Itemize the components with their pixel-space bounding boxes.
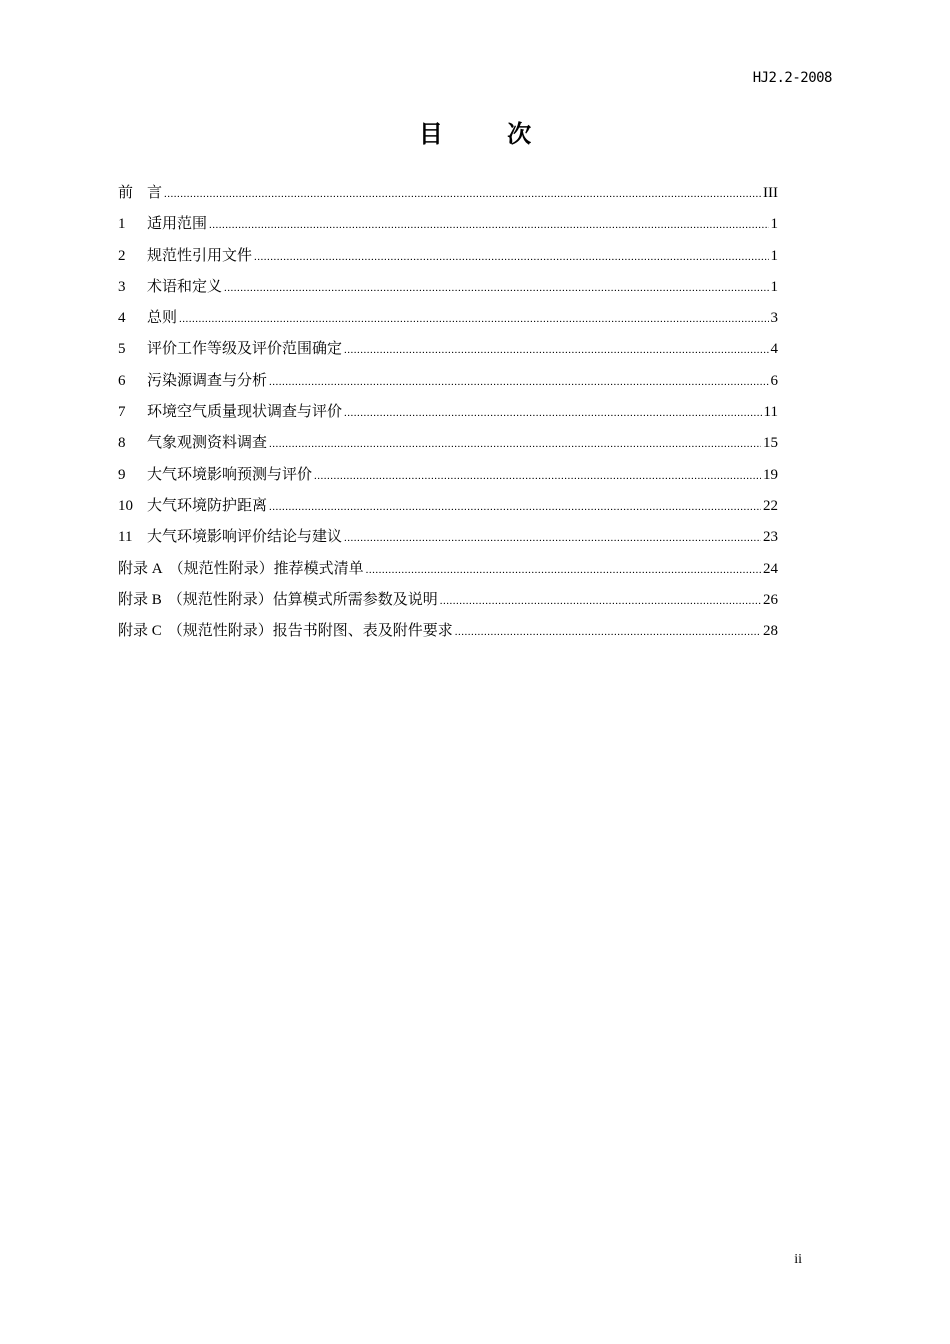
toc-entry-number: 1 (118, 216, 126, 233)
dot-leader (224, 282, 768, 294)
toc-entry-number: 附录 A (118, 560, 163, 577)
toc-entry-number: 3 (118, 278, 126, 295)
dot-leader (440, 595, 761, 607)
toc-entry[interactable] (118, 463, 778, 494)
toc-entry-title: 大气环境影响预测与评价 (147, 466, 313, 483)
toc-entry[interactable] (118, 181, 778, 212)
toc-entry-title: 总则 (147, 310, 178, 327)
toc-entry[interactable] (118, 244, 778, 275)
toc-entry-title: 大气环境影响评价结论与建议 (147, 529, 343, 546)
toc-entry-number: 8 (118, 435, 126, 452)
table-of-contents (118, 181, 778, 650)
dot-leader (179, 313, 768, 325)
toc-entry-title: 大气环境防护距离 (147, 497, 268, 514)
toc-entry-number: 前 (118, 185, 134, 201)
toc-entry-title: 术语和定义 (147, 278, 223, 295)
toc-entry-page: 26 (763, 591, 778, 608)
toc-entry[interactable] (118, 369, 778, 400)
toc-entry-title: 气象观测资料调查 (147, 435, 268, 452)
toc-entry-number: 6 (118, 372, 126, 389)
toc-entry-number: 附录 B (118, 591, 162, 608)
toc-entry-number: 7 (118, 404, 126, 421)
toc-entry-page: 3 (770, 310, 778, 327)
toc-entry-page: 1 (770, 278, 778, 295)
dot-leader (344, 407, 762, 419)
toc-entry-title: 污染源调查与分析 (147, 372, 268, 389)
toc-entry-page: 24 (763, 560, 778, 577)
toc-entry[interactable] (118, 557, 778, 588)
toc-entry-number: 2 (118, 247, 126, 264)
toc-entry-number: 11 (118, 529, 133, 546)
toc-entry-page: 15 (763, 435, 778, 452)
toc-entry-title: 规范性引用文件 (147, 247, 253, 264)
toc-entry-title: 评价工作等级及评价范围确定 (147, 341, 343, 358)
toc-entry-page: 1 (770, 216, 778, 233)
dot-leader (269, 376, 768, 388)
toc-entry[interactable] (118, 337, 778, 368)
dot-leader (344, 344, 768, 356)
toc-entry-title: 适用范围 (147, 216, 208, 233)
toc-entry-title: 言 (147, 185, 163, 201)
toc-entry-page: 19 (763, 466, 778, 483)
toc-entry[interactable] (118, 588, 778, 619)
toc-entry-title: 环境空气质量现状调查与评价 (147, 404, 343, 421)
toc-entry-page: 6 (770, 372, 778, 389)
dot-leader (254, 251, 768, 263)
toc-entry-page: 11 (763, 404, 778, 421)
dot-leader (269, 438, 761, 450)
toc-entry-page: 1 (770, 247, 778, 264)
toc-entry-title: （规范性附录）推荐模式清单 (168, 560, 364, 577)
toc-entry-title: （规范性附录）估算模式所需参数及说明 (167, 591, 438, 608)
dot-leader (344, 532, 761, 544)
toc-entry-page: III (763, 185, 778, 201)
dot-leader (269, 501, 761, 513)
footer-page-number: ii (794, 1252, 802, 1267)
toc-entry-number: 9 (118, 466, 126, 483)
toc-entry[interactable] (118, 275, 778, 306)
toc-entry-number: 附录 C (118, 623, 162, 640)
toc-entry-page: 4 (770, 341, 778, 358)
page-title: 目 次 (418, 120, 560, 148)
toc-entry-page: 28 (763, 623, 778, 640)
document-code: HJ2.2-2008 (752, 70, 832, 86)
toc-entry[interactable] (118, 619, 778, 650)
toc-entry-page: 22 (763, 497, 778, 514)
toc-entry-number: 5 (118, 341, 126, 358)
dot-leader (366, 564, 761, 576)
dot-leader (314, 470, 761, 482)
toc-entry[interactable] (118, 494, 778, 525)
toc-entry[interactable] (118, 525, 778, 556)
dot-leader (455, 626, 761, 638)
toc-entry-page: 23 (763, 529, 778, 546)
toc-entry[interactable] (118, 212, 778, 243)
toc-entry-number: 10 (118, 497, 133, 514)
toc-entry-number: 4 (118, 310, 126, 327)
dot-leader (209, 219, 768, 231)
dot-leader (164, 188, 761, 200)
toc-entry-title: （规范性附录）报告书附图、表及附件要求 (167, 623, 453, 640)
toc-entry[interactable] (118, 431, 778, 462)
toc-entry[interactable] (118, 306, 778, 337)
toc-entry[interactable] (118, 400, 778, 431)
